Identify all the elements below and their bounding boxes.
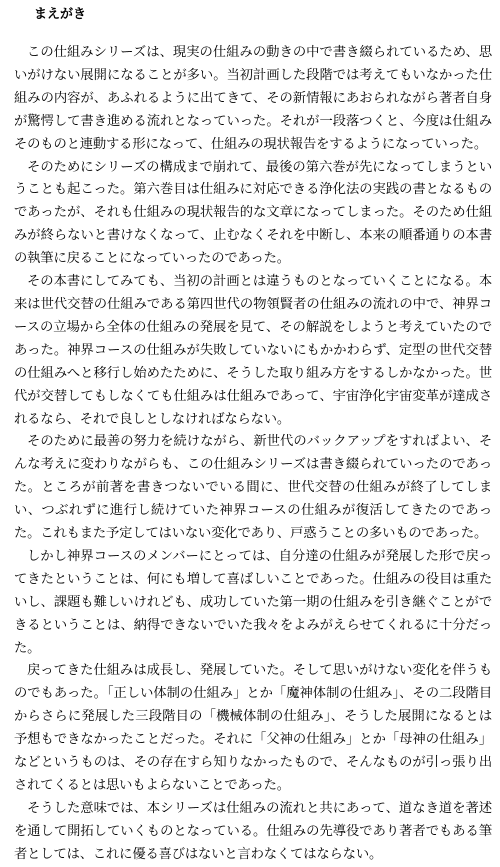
paragraph-7: そうした意味では、本シリーズは仕組みの流れと共にあって、道なき道を著述を通して開拓していくものとなっている。仕組みの先導役であり著者でもある筆者としては、これに優る喜びはないと言わなくてはならない。: [14, 800, 492, 862]
paragraph-1: この仕組みシリーズは、現実の仕組みの動きの中で書き綴られているため、思いがけない展開になることが多い。当初計画した段階では考えてもいなかった仕組みの内容が、あふれるように出てきて、その新情報にあおられながら著者自身が驚愕して書き進める流れとなっていった。それが一段落つくと、今度は仕組みそのものと連動する形になって、仕組みの現状報告をするようになっていった。: [14, 45, 492, 152]
paragraph-4: そのために最善の努力を続けながら、新世代のバックアップをすればよい、そんな考えに変わりながらも、この仕組みシリーズは書き綴られていったのであった。ところが前著を書きつないでいる間に、世代交替の仕組みが終了してしまい、つぶれずに進行し続けていた神界コースの仕組みが復活してきたのであった。これもまた予定してはいない変化であり、戸惑うことの多いものであった。: [14, 434, 492, 542]
paragraph-6: 戻ってきた仕組みは成長し、発展していた。そして思いがけない変化を伴うものでもあった。「正しい体制の仕組み」とか「魔神体制の仕組み」、その二段階目からさらに発展した三段階目の「機械体制の仕組み」、そうした展開になるとは予想もできなかったことだった。それに「父神の仕組み」とか「母神の仕組み」などというものは、その存在すら知りなかったもので、そんなものが引っ張り出されてくるとは思いもよらないことであった。: [14, 663, 492, 793]
title-spacer: [14, 24, 492, 42]
document-page: [14, 6, 492, 867]
paragraph-3: その本書にしてみても、当初の計画とは違うものとなっていくことになる。本来は世代交替の仕組みである第四世代の物領賢者の仕組みの流れの中で、神界コースの立場から全体の仕組みの発展を見て、その解説をしようと考えていたのであった。神界コースの仕組みが失敗していないにもかかわらず、定型の世代交替の仕組みへと移行し始めたために、そうした取り組み方をするしかなかった。世代が交替してもしなくても仕組みは仕組みであって、宇宙浄化宇宙変革が達成されるなら、それで良しとしなければならない。: [14, 274, 492, 427]
paragraph-2: そのためにシリーズの構成まで崩れて、最後の第六巻が先になってしまうということも起こった。第六巻目は仕組みに対応できる浄化法の実践の書となるものであったが、それも仕組みの現状報告的な文章になってしまった。そのため仕組みが終らないと書けなくなって、止むなくそれを中断し、本来の順番通りの本書の執筆に戻ることになっていったのであった。: [14, 159, 492, 267]
paragraph-5: しかし神界コースのメンバーにとっては、自分達の仕組みが発展した形で戻ってきたということは、何にも増して喜ばしいことであった。仕組みの役目は重たいし、課題も難しいけれども、成功していた第一期の仕組みを引き継ぐことができるということは、納得できないでいた我々をよみがえらせてくれるに十分だった。: [14, 548, 492, 656]
page-title: まえがき: [34, 7, 87, 22]
